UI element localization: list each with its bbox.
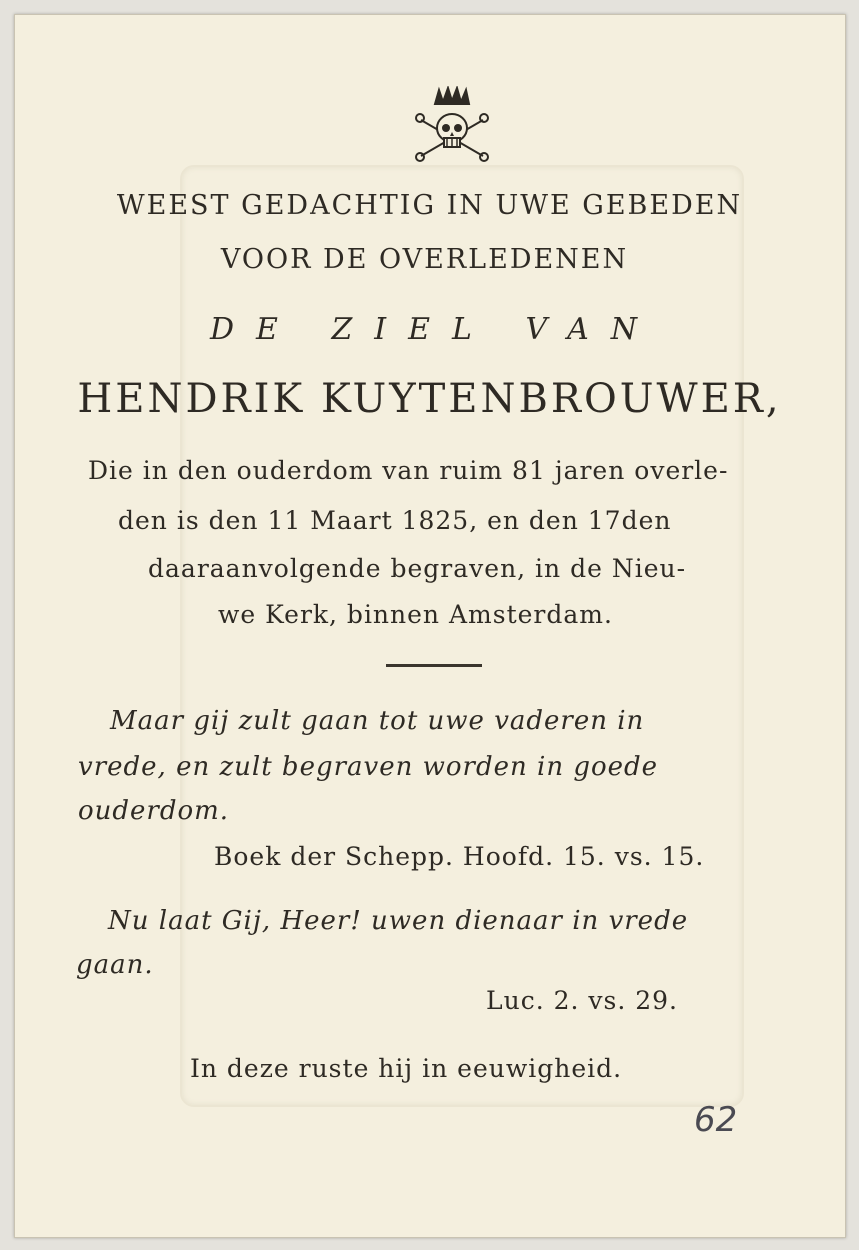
quote2-line-2: gaan. bbox=[76, 950, 154, 980]
pencil-annotation: 62 bbox=[694, 1100, 738, 1140]
body-line-4: we Kerk, binnen Amsterdam. bbox=[218, 600, 613, 629]
body-line-1: Die in den ouderdom van ruim 81 jaren overle- bbox=[88, 456, 729, 485]
deceased-name: HENDRIK KUYTENBROUWER, bbox=[77, 376, 782, 422]
divider-rule bbox=[386, 664, 482, 667]
heading-line-2: VOOR DE OVERLEDENEN bbox=[220, 244, 629, 275]
closing-line: In deze ruste hij in eeuwigheid. bbox=[190, 1054, 623, 1083]
quote2-reference: Luc. 2. vs. 29. bbox=[486, 986, 679, 1015]
heading-line-1: WEEST GEDACHTIG IN UWE GEBEDEN bbox=[116, 190, 743, 221]
quote1-line-2: vrede, en zult begraven worden in goede bbox=[78, 752, 659, 782]
quote1-reference: Boek der Schepp. Hoofd. 15. vs. 15. bbox=[214, 842, 705, 871]
skull-and-crossbones-icon bbox=[413, 86, 491, 164]
quote2-line-1: Nu laat Gij, Heer! uwen dienaar in vrede bbox=[108, 906, 689, 936]
body-line-2: den is den 11 Maart 1825, en den 17den bbox=[118, 506, 672, 535]
embossed-frame bbox=[180, 165, 744, 1107]
quote1-line-3: ouderdom. bbox=[78, 796, 230, 826]
quote1-line-1: Maar gij zult gaan tot uwe vaderen in bbox=[110, 706, 645, 736]
subheading: DE ZIEL VAN bbox=[209, 312, 660, 347]
body-line-3: daaraanvolgende begraven, in de Nieu- bbox=[148, 554, 687, 583]
